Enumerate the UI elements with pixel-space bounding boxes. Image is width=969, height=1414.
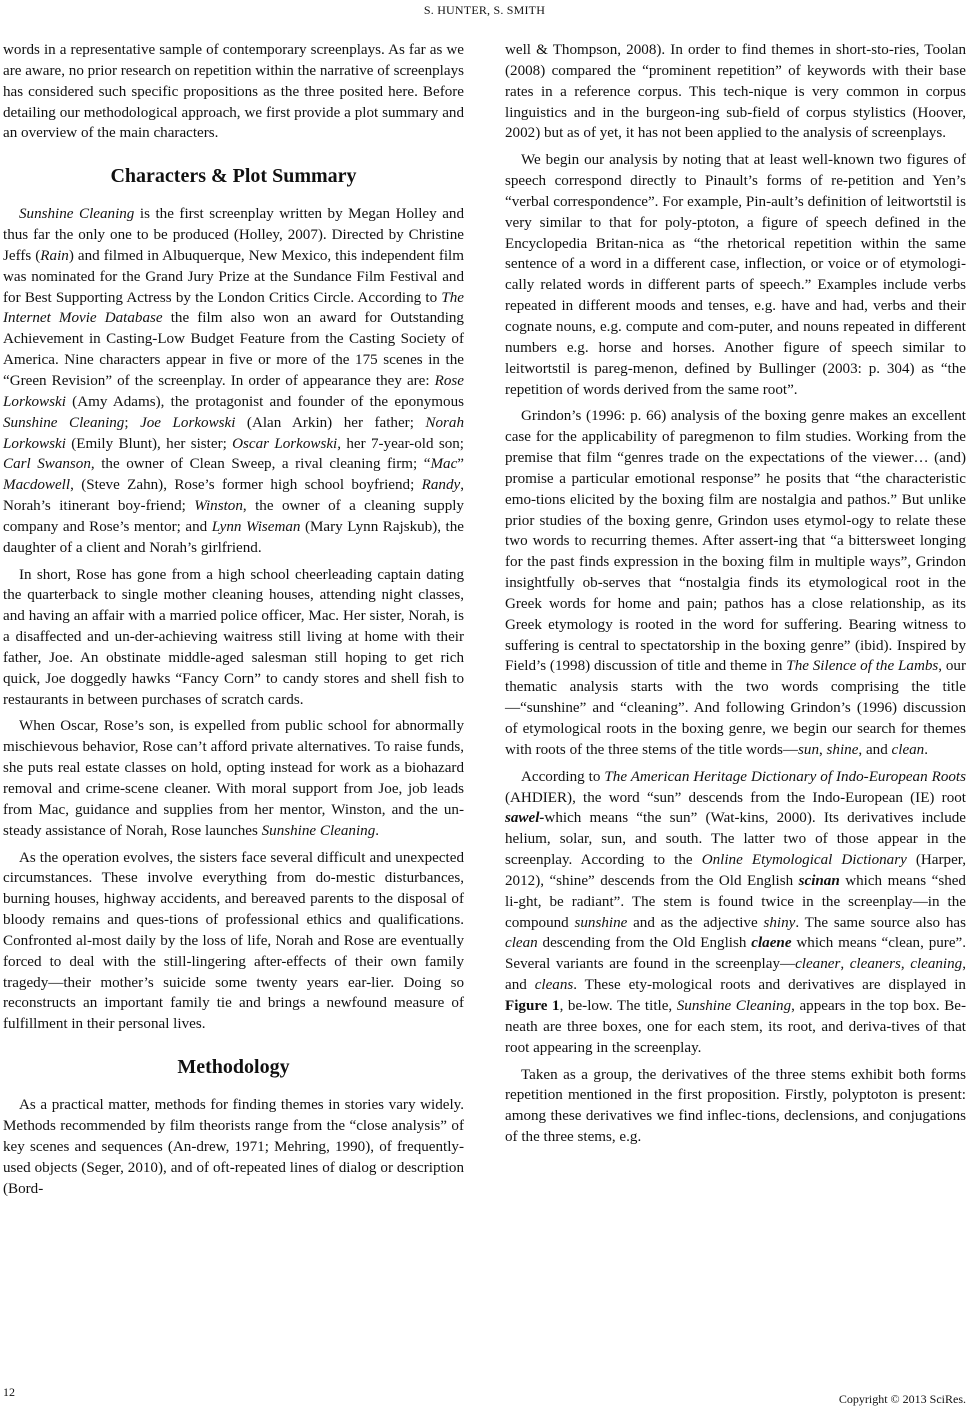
right-column	[505, 40, 966, 1148]
right-paragraph-0: well & Thompson, 2008). In order to find themes in short-sto-ries, Toolan (2008) compared the “prominent repetition” of keywords with their base rates in a reference corpus. This tech-nique is very common in corpus linguistics and in the burgeon-ing sub-field of corpus stylistics (Hoover, 2002) but as of yet, it has not been applied to the analysis of screenplays.	[505, 42, 966, 142]
left-paragraph-3: When Oscar, Rose’s son, is expelled from public school for abnormally mischievous behavior, Rose can’t afford private alternatives. To raise funds, she puts real estate classes on hold, opting instead for work as a biohazard removal and crime-scene cleaner. With moral support from Joe, job leads from Mac, guidance and supplies from her mentor, Winston, and the un-steady assistance of Norah, Rose launches Sunshine Cleaning.	[3, 718, 464, 839]
right-paragraph-4: Taken as a group, the derivatives of the three stems exhibit both forms repetition mentioned in the first proposition. Firstly, polyptoton is present: among these derivatives we find inflec-tions, declensions, and conjugations of the three stems, e.g.	[505, 1066, 966, 1146]
right-paragraph-1: We begin our analysis by noting that at least well-known two figures of speech correspond directly to Pinault’s forms of re-petition and Yen’s “verbal correspondence”. For example, Pin-ault’s definition of leitwortstil is very similar to that for poly-ptoton, a figure of speech defined in the Encyclopedia Britan-nica as “the rhetorical repetition within the same sentence of a word in a different case, inflection, or voice or of etymologi-cally related words in different parts of speech.” Examples include verbs repeated in different moods and tenses, e.g. have and had, verbs and their cognate nouns, e.g. compute and com-puter, and nouns repeated in different numbers e.g. horse and horses. Another figure of speech similar to leitwortstil is pareg-menon, defined by Bullinger (2003: p. 304) as “the repetition of words derived from the same root”.	[505, 152, 966, 398]
running-head: S. HUNTER, S. SMITH	[423, 3, 546, 17]
left-paragraph-5: As a practical matter, methods for finding themes in stories vary widely. Methods recommended by film theorists range from the “close analysis” of key scenes and sequences (An-drew, 1971; Mehring, 1990), of frequently-used objects (Seger, 2010), and of oft-repeated lines of dialog or description (Bord-	[3, 1097, 464, 1197]
left-paragraph-1: Sunshine Cleaning is the first screenplay written by Megan Holley and thus far the only one to be produced (Holley, 2007). Directed by Christine Jeffs (Rain) and filmed in Albuquerque, New Mexico, this independent film was nominated for the Grand Jury Prize at the Sundance Film Festival and for Best Supporting Actress by the London Critics Circle. According to The Internet Movie Database the film also won an award for Outstanding Achievement in Casting-Low Budget Feature from the Casting Society of America. Nine characters appear in five or more of the 175 scenes in the “Green Revision” of the screenplay. In order of appearance they are: Rose Lorkowski (Amy Adams), the protagonist and founder of the eponymous Sunshine Cleaning; Joe Lorkowski (Alan Arkin) her father; Norah Lorkowski (Emily Blunt), her sister; Oscar Lorkowski, her 7-year-old son; Carl Swanson, the owner of Clean Sweep, a rival cleaning firm; “Mac” Macdowell, (Steve Zahn), Rose’s former high school boyfriend; Randy, Norah’s itinerant boy-friend; Winston, the owner of a cleaning supply company and Rose’s mentor; and Lynn Wiseman (Mary Lynn Rajskub), the daughter of a client and Norah’s girlfriend.	[3, 206, 464, 556]
section-heading-characters: Characters & Plot Summary	[110, 165, 357, 188]
left-paragraph-0: words in a representative sample of contemporary screenplays. As far as we are aware, no prior research on repetition within the narrative of screenplays has considered such specific propositions as the three posited here. Before detailing our methodological approach, we first provide a plot summary and an overview of the main characters.	[3, 42, 464, 142]
left-paragraph-4: As the operation evolves, the sisters face several difficult and unexpected circumstances. These involve everything from do-mestic disturbances, burning houses, highway accidents, and bereaved parents to the disposal of bloody remains and ques-tions of professional ethics and qualifications. Confronted al-most daily by the loss of life, Norah and Rose are eventually forced to deal with the still-lingering after-effects of their own family tragedy—their mother’s suicide some twenty years ear-lier. Doing so reconstructs an important family tie and brings a newfound measure of fulfillment in their personal lives.	[3, 849, 464, 1033]
page-number: 12	[3, 1385, 15, 1399]
section-heading-methodology: Methodology	[177, 1056, 290, 1079]
right-paragraph-2: Grindon’s (1996: p. 66) analysis of the boxing genre makes an excellent case for the applicability of paregmenon to film studies. Working from the premise that film “genres trade on the expectations of the viewer… (and) promise a particular emotional response” he posits that “the characteristic emo-tions elicited by the boxing film are nostalgia and pathos.” But unlike prior studies of the boxing genre, Grindon uses etymol-ogy to relate these two words to recurring themes. After assert-ing that “a bittersweet longing for the past finds expression in the boxing film in multiple ways”, Grindon insightfully ob-serves that “nostalgia finds its etymological root in the Greek words for home and pain; pathos has a close relationship, as its Greek etymology is rooted in the word for suffering. Bearing witness to suffering is central to spectatorship in the boxing genre” (ibid). Inspired by Field’s (1998) discussion of title and theme in The Silence of the Lambs, our thematic analysis starts with the two words comprising the title—“sunshine” and “cleaning”. And following Grindon’s (1996) discussion of etymological roots in the boxing genre, we begin our search for themes with roots of the three stems of the title words—sun, shine, and clean.	[505, 408, 966, 758]
right-paragraph-3: According to The American Heritage Dictionary of Indo-European Roots (AHDIER), the word “sun” descends from the Indo-European (IE) root sawel-which means “the sun” (Wat-kins, 2000). Its derivatives include helium, solar, sun, and south. The latter two of those appear in the screenplay. According to the Online Etymological Dictionary (Harper, 2012), “shine” descends from the Old English scinan which means “shed li-ght, be radiant”. The stem is found twice in the screenplay—in the compound sunshine and as the adjective shiny. The same source also has clean descending from the Old English claene which means “clean, pure”. Several variants are found in the screenplay—cleaner, cleaners, cleaning, and cleans. These ety-mological roots and derivatives are displayed in Figure 1, be-low. The title, Sunshine Cleaning, appears in the top box. Be-neath are three boxes, one for each stem, its root, and deriva-tives of that root appearing in the screenplay.	[505, 768, 967, 1056]
copyright-notice: Copyright © 2013 SciRes.	[838, 1392, 966, 1406]
left-column	[3, 40, 464, 1199]
left-paragraph-2: In short, Rose has gone from a high school cheerleading captain dating the quarterback to single mother cleaning houses, attending night classes, and having an affair with a married police officer, Mac. Her sister, Norah, is a disaffected and un-der-achieving waitress still living at home with their father, Joe. An obstinate middle-aged salesman still hoping to get rich quick, Joe doggedly hawks “Fancy Corn” to candy stores and shell fish to restaurants in between purchases of scratch cards.	[3, 566, 464, 708]
